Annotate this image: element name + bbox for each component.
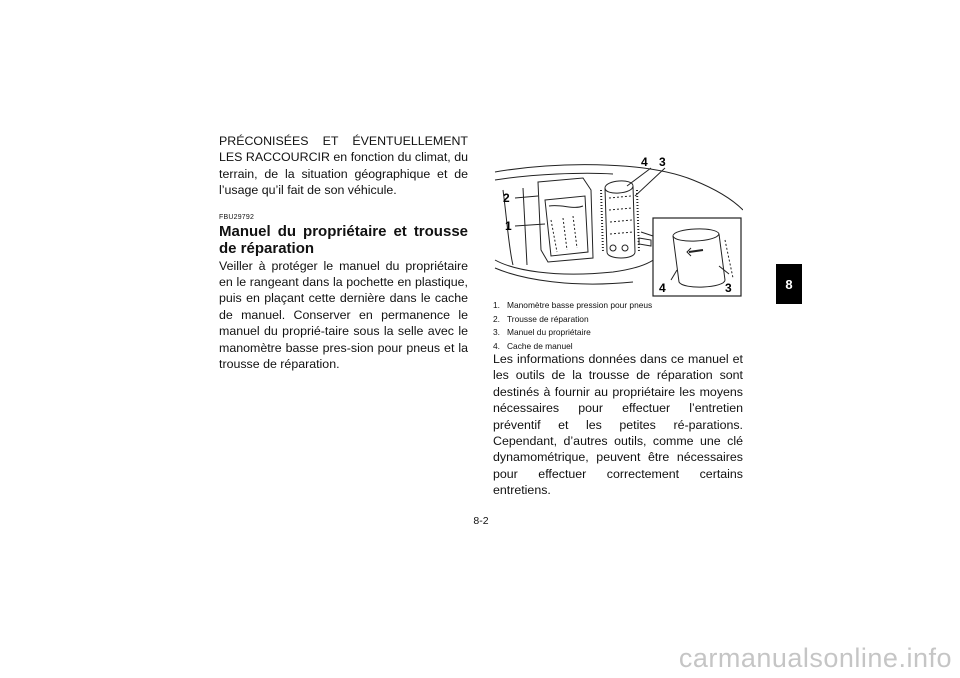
section-paragraph: Veiller à protéger le manuel du propriétaire en le rangeant dans la pochette en plastique, puis en plaçant cette dernière dans le cache de manuel. Conserver en permanence le manuel du proprié-taire sous la selle avec le manomètre basse pres-sion pour pneus et la trousse de réparation. bbox=[219, 258, 468, 372]
section-code: FBU29792 bbox=[219, 213, 255, 221]
caption-number: 1. bbox=[493, 300, 500, 310]
seat-storage-illustration bbox=[493, 140, 743, 298]
callout-2: 2 bbox=[503, 191, 510, 205]
caption-item bbox=[493, 326, 743, 340]
chapter-tab: 8 bbox=[776, 264, 802, 304]
right-paragraph: Les informations données dans ce manuel et les outils de la trousse de réparation sont destinés à fournir au propriétaire les moyens nécessaires pour effectuer l’entretien préventif et les petites ré-parations. Cependant, d’autres outils, comme une clé dynamométrique, peuvent être nécessaires pour effectuer correctement certains entretiens. bbox=[493, 352, 743, 498]
callout-4-main: 4 bbox=[641, 155, 648, 169]
right-column bbox=[493, 351, 743, 499]
callout-3-inset: 3 bbox=[725, 281, 732, 295]
figure-captions bbox=[493, 299, 743, 353]
watermark: carmanualsonline.info bbox=[678, 643, 952, 673]
page-number: 8-2 bbox=[473, 515, 489, 527]
callout-1: 1 bbox=[505, 219, 512, 233]
caption-text: Trousse de réparation bbox=[507, 313, 589, 324]
intro-paragraph: PRÉCONISÉES ET ÉVENTUELLEMENT LES RACCOURCIR en fonction du climat, du terrain, de la situation géographique et de l’usage qu’il fait de son véhicule. bbox=[219, 134, 468, 198]
caption-item bbox=[493, 299, 743, 313]
caption-number: 2. bbox=[493, 313, 500, 324]
caption-text: Manomètre basse pression pour pneus bbox=[507, 300, 653, 310]
callout-4-inset: 4 bbox=[659, 281, 666, 295]
caption-item bbox=[493, 313, 743, 327]
section-heading: Manuel du propriétaire et trousse de réparation bbox=[219, 222, 468, 257]
caption-number: 3. bbox=[493, 327, 500, 338]
caption-text: Manuel du propriétaire bbox=[507, 327, 591, 338]
illustration bbox=[493, 140, 743, 298]
caption-text: Cache de manuel bbox=[507, 340, 573, 351]
caption-number: 4. bbox=[493, 340, 500, 351]
left-column bbox=[219, 133, 468, 372]
callout-3-main: 3 bbox=[659, 155, 666, 169]
